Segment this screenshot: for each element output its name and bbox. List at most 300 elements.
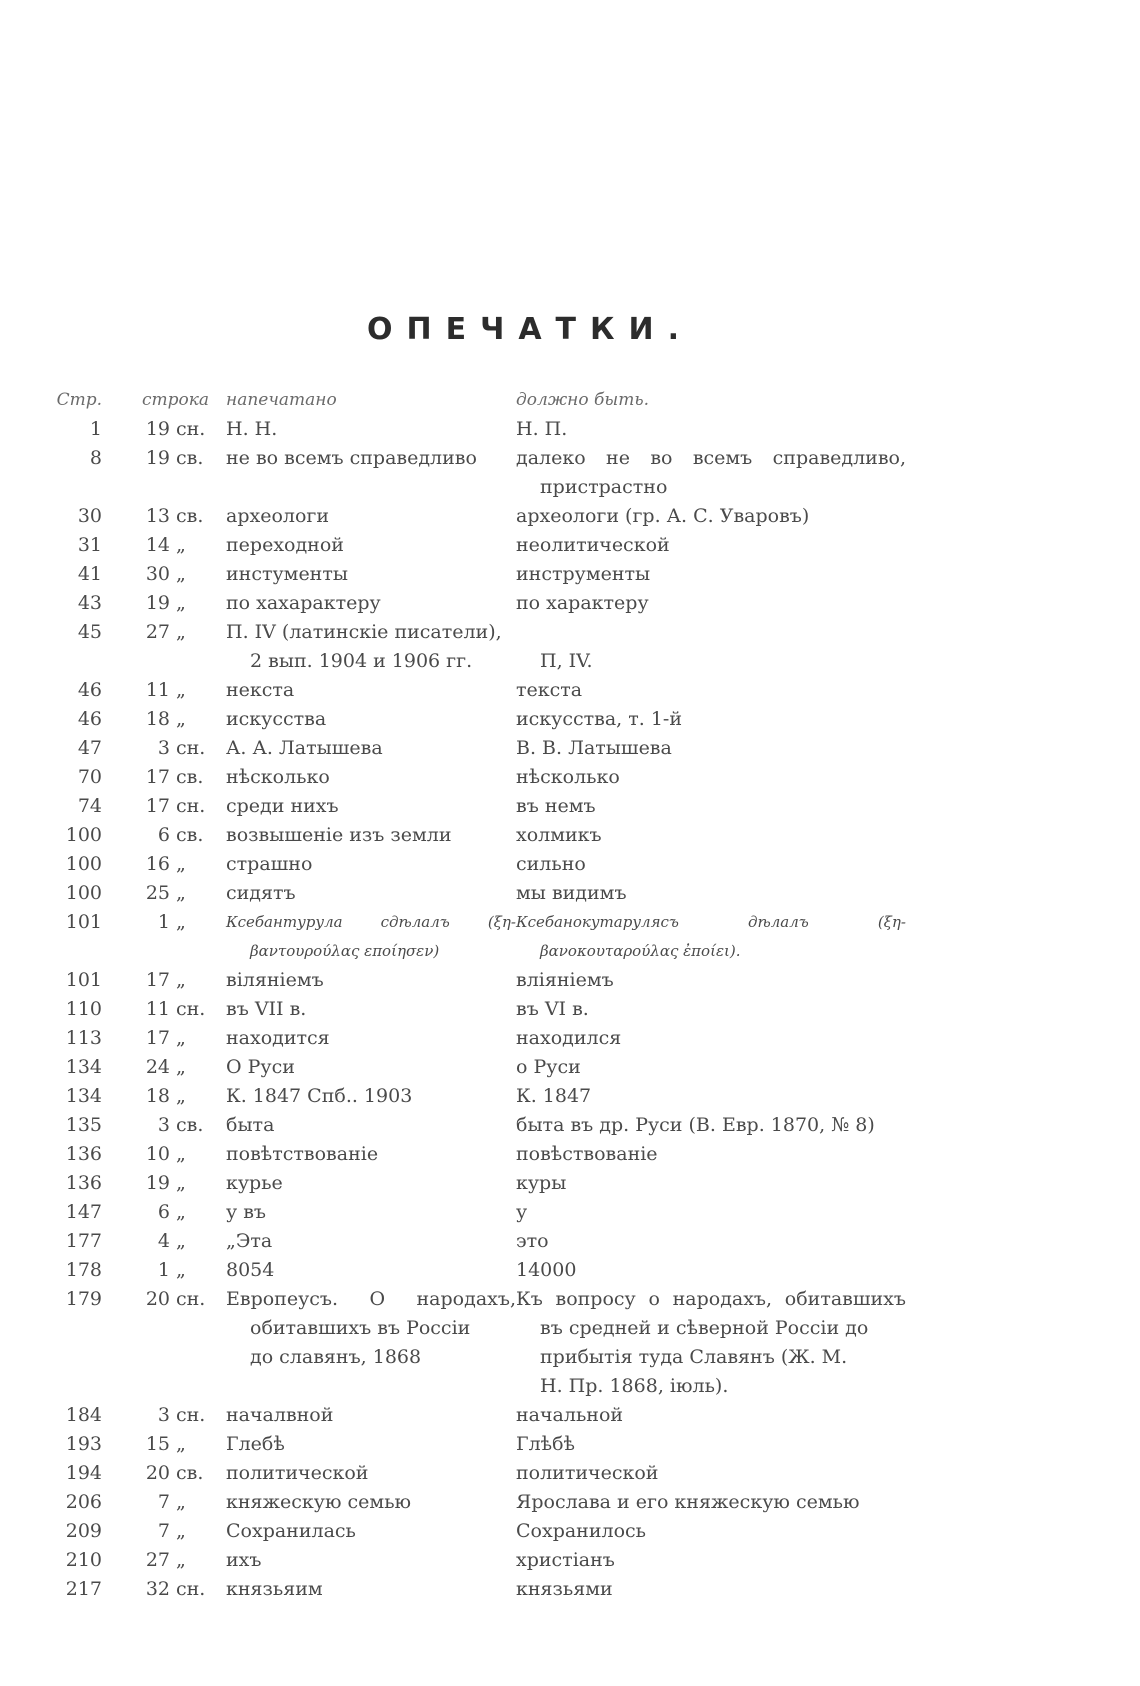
printed-text (214, 1082, 516, 1111)
line-ref (102, 1111, 214, 1140)
table-body (50, 415, 990, 1604)
line-number: 1 (157, 911, 170, 933)
printed-text (214, 560, 516, 589)
printed-text (214, 1285, 516, 1372)
correct-line: о Руси (516, 1056, 581, 1078)
correct-text (516, 1401, 906, 1430)
table-row (50, 618, 990, 676)
line-ref (102, 1227, 214, 1256)
printed-text (214, 444, 516, 473)
printed-line: О Руси (226, 1056, 295, 1078)
page-number: 184 (65, 1404, 102, 1426)
line-ref (102, 1198, 214, 1227)
table-row (50, 1285, 990, 1401)
printed-line: Европеусъ. О народахъ, (226, 1288, 516, 1310)
printed-text (214, 1517, 516, 1546)
printed-text (214, 1430, 516, 1459)
correct-text (516, 1488, 906, 1517)
printed-line: политической (226, 1462, 369, 1484)
page-number: 46 (77, 708, 102, 730)
printed-text (214, 1169, 516, 1198)
correct-text (516, 966, 906, 995)
printed-line: віляніемъ (226, 969, 324, 991)
table-row (50, 908, 990, 966)
line-direction: св. (176, 447, 204, 469)
correct-line: неолитической (516, 534, 670, 556)
correct-line: повѣствованіе (516, 1143, 658, 1165)
table-row (50, 763, 990, 792)
correct-text (516, 1459, 906, 1488)
correct-text (516, 734, 906, 763)
printed-text (214, 531, 516, 560)
line-ref (102, 995, 214, 1024)
printed-line: до славянъ, 1868 (250, 1346, 422, 1368)
line-ref (102, 763, 214, 792)
line-direction: св. (176, 1462, 204, 1484)
table-row (50, 502, 990, 531)
page-number: 179 (65, 1288, 102, 1310)
line-ref (102, 1024, 214, 1053)
correct-text (516, 444, 906, 502)
printed-line: нѣсколько (226, 766, 330, 788)
page-number: 136 (65, 1172, 102, 1194)
correct-line: куры (516, 1172, 567, 1194)
printed-line: А. А. Латышева (226, 737, 383, 759)
printed-line: Глебѣ (226, 1433, 285, 1455)
line-number: 6 (157, 824, 170, 846)
table-row (50, 1227, 990, 1256)
table-row (50, 560, 990, 589)
printed-line: „Эта (226, 1230, 273, 1252)
line-number: 27 (145, 1549, 170, 1571)
printed-text (214, 1024, 516, 1053)
correct-text (516, 1546, 906, 1575)
printed-text (214, 618, 516, 676)
line-direction: сн. (176, 1404, 206, 1426)
line-direction: „ (176, 534, 186, 556)
correct-line: В. В. Латышева (516, 737, 672, 759)
page-number: 41 (77, 563, 102, 585)
correct-text (516, 1082, 906, 1111)
line-number: 3 (157, 737, 170, 759)
line-direction: „ (176, 1433, 186, 1455)
line-number: 18 (145, 1085, 170, 1107)
correct-text (516, 1198, 906, 1227)
line-ref (102, 705, 214, 734)
table-row (50, 1111, 990, 1140)
correct-line: Н. Пр. 1868, іюль). (540, 1375, 729, 1397)
page-number: 135 (65, 1114, 102, 1136)
printed-text (214, 908, 516, 966)
line-ref (102, 676, 214, 705)
table-row (50, 531, 990, 560)
header-correct: должно быть. (516, 390, 649, 410)
table-row (50, 1459, 990, 1488)
correct-text (516, 908, 906, 966)
page-number: 43 (77, 592, 102, 614)
line-direction: св. (176, 505, 204, 527)
printed-line: Н. Н. (226, 418, 278, 440)
table-row (50, 1169, 990, 1198)
line-number: 17 (145, 969, 170, 991)
correct-text (516, 705, 906, 734)
table-row (50, 1488, 990, 1517)
printed-line: археологи (226, 505, 330, 527)
line-ref (102, 1517, 214, 1546)
correct-line: археологи (гр. А. С. Уваровъ) (516, 505, 810, 527)
correct-text (516, 531, 906, 560)
line-direction: „ (176, 969, 186, 991)
correct-text (516, 676, 906, 705)
line-direction: св. (176, 766, 204, 788)
correct-line: Къ вопросу о народахъ, обитавшихъ (516, 1288, 906, 1310)
printed-line: страшно (226, 853, 313, 875)
correct-line: быта въ др. Руси (В. Евр. 1870, № 8) (516, 1114, 875, 1136)
correct-text (516, 618, 906, 676)
line-direction: „ (176, 1201, 186, 1223)
correct-line: вліяніемъ (516, 969, 614, 991)
printed-line: князьяим (226, 1578, 323, 1600)
line-ref (102, 1575, 214, 1604)
page-number: 1 (89, 418, 102, 440)
printed-text (214, 1401, 516, 1430)
line-direction: „ (176, 1520, 186, 1542)
printed-line: Ксебантурула сдѣлалъ (ξη- (226, 913, 516, 931)
header-printed: напечатано (226, 390, 337, 410)
printed-line: не во всемъ справедливо (226, 447, 477, 469)
line-ref (102, 1401, 214, 1430)
line-direction: св. (176, 824, 204, 846)
printed-text (214, 763, 516, 792)
table-row (50, 792, 990, 821)
printed-line: сидятъ (226, 882, 296, 904)
page-title: ОПЕЧАТКИ. (366, 312, 694, 347)
printed-text (214, 1256, 516, 1285)
printed-line: среди нихъ (226, 795, 339, 817)
table-header (50, 386, 990, 415)
table-row (50, 1401, 990, 1430)
correct-line: П, IV. (540, 650, 593, 672)
line-ref (102, 415, 214, 444)
printed-line: 8054 (226, 1259, 275, 1281)
line-direction: сн. (176, 795, 206, 817)
correct-line: Глѣбѣ (516, 1433, 576, 1455)
page-number: 100 (65, 882, 102, 904)
printed-text (214, 1198, 516, 1227)
page-number: 210 (65, 1549, 102, 1571)
correct-text (516, 589, 906, 618)
line-number: 18 (145, 708, 170, 730)
line-number: 19 (145, 1172, 170, 1194)
correct-line: 14000 (516, 1259, 577, 1281)
correct-line: далеко не во всемъ справедливо, (516, 447, 906, 469)
line-direction: „ (176, 563, 186, 585)
line-number: 20 (145, 1462, 170, 1484)
correct-line: холмикъ (516, 824, 602, 846)
line-number: 10 (145, 1143, 170, 1165)
page-number: 134 (65, 1085, 102, 1107)
correct-text (516, 1140, 906, 1169)
printed-line: 2 вып. 1904 и 1906 гг. (250, 650, 473, 672)
correct-text (516, 1430, 906, 1459)
table-row (50, 1053, 990, 1082)
line-number: 11 (145, 679, 170, 701)
line-number: 20 (145, 1288, 170, 1310)
table-row (50, 995, 990, 1024)
correct-text (516, 1169, 906, 1198)
line-direction: св. (176, 1114, 204, 1136)
line-ref (102, 792, 214, 821)
printed-text (214, 589, 516, 618)
table-row (50, 676, 990, 705)
line-number: 6 (157, 1201, 170, 1223)
line-ref (102, 966, 214, 995)
line-ref (102, 1546, 214, 1575)
printed-text (214, 850, 516, 879)
printed-line: К. 1847 Спб.. 1903 (226, 1085, 413, 1107)
line-ref (102, 1053, 214, 1082)
line-ref (102, 821, 214, 850)
correct-line: Н. П. (516, 418, 568, 440)
page-number: 45 (77, 621, 102, 643)
line-direction: „ (176, 1259, 186, 1281)
printed-line: Сохранилась (226, 1520, 356, 1542)
line-direction: „ (176, 621, 186, 643)
correct-line: политической (516, 1462, 659, 1484)
table-row (50, 1517, 990, 1546)
page-number: 110 (65, 998, 102, 1020)
header-line: строка (142, 390, 210, 410)
correct-line: князьями (516, 1578, 613, 1600)
table-row (50, 1430, 990, 1459)
printed-text (214, 676, 516, 705)
correct-text (516, 879, 906, 908)
line-direction: „ (176, 911, 186, 933)
errata-table (50, 386, 990, 1604)
line-number: 30 (145, 563, 170, 585)
printed-text (214, 1488, 516, 1517)
page-number: 30 (77, 505, 102, 527)
correct-line: начальной (516, 1404, 624, 1426)
line-ref (102, 1140, 214, 1169)
header-page: Стр. (56, 390, 102, 410)
line-direction: „ (176, 679, 186, 701)
correct-text (516, 415, 906, 444)
line-ref (102, 589, 214, 618)
page-number: 8 (89, 447, 102, 469)
page-number: 100 (65, 853, 102, 875)
correct-line: находился (516, 1027, 622, 1049)
table-row (50, 966, 990, 995)
line-ref (102, 444, 214, 473)
page-number: 101 (65, 969, 102, 991)
correct-line: христіанъ (516, 1549, 615, 1571)
line-ref (102, 1082, 214, 1111)
correct-line: искусства, т. 1-й (516, 708, 683, 730)
table-row (50, 879, 990, 908)
page-number: 47 (77, 737, 102, 759)
correct-line: у (516, 1201, 528, 1223)
line-number: 27 (145, 621, 170, 643)
line-number: 15 (145, 1433, 170, 1455)
printed-line: инстументы (226, 563, 348, 585)
printed-text (214, 792, 516, 821)
line-ref (102, 618, 214, 647)
correct-text (516, 1024, 906, 1053)
line-direction: „ (176, 1143, 186, 1165)
correct-line: нѣсколько (516, 766, 620, 788)
correct-line: Ксебанокутарулясъ дѣлалъ (ξη- (516, 913, 906, 931)
page-number: 46 (77, 679, 102, 701)
printed-text (214, 1575, 516, 1604)
line-ref (102, 1285, 214, 1314)
printed-line: βαντουρούλας εποίησεν) (250, 942, 440, 960)
table-row (50, 821, 990, 850)
line-direction: „ (176, 853, 186, 875)
line-ref (102, 1256, 214, 1285)
table-row (50, 1546, 990, 1575)
correct-text (516, 1256, 906, 1285)
page-number: 194 (65, 1462, 102, 1484)
table-row (50, 850, 990, 879)
page-number: 178 (65, 1259, 102, 1281)
line-number: 7 (157, 1491, 170, 1513)
correct-line: сильно (516, 853, 586, 875)
line-number: 11 (145, 998, 170, 1020)
printed-text (214, 1053, 516, 1082)
table-row (50, 415, 990, 444)
correct-line: въ VI в. (516, 998, 589, 1020)
printed-line: повѣтствованіе (226, 1143, 379, 1165)
page-number: 31 (77, 534, 102, 556)
printed-text (214, 966, 516, 995)
line-number: 19 (145, 418, 170, 440)
correct-text (516, 821, 906, 850)
correct-text (516, 1517, 906, 1546)
correct-text (516, 1111, 906, 1140)
line-ref (102, 560, 214, 589)
printed-line: обитавшихъ въ Россіи (250, 1317, 471, 1339)
page-number: 134 (65, 1056, 102, 1078)
printed-text (214, 995, 516, 1024)
line-direction: „ (176, 1230, 186, 1252)
printed-line: по хахарактеру (226, 592, 381, 614)
printed-text (214, 1111, 516, 1140)
printed-line: быта (226, 1114, 275, 1136)
printed-text (214, 1227, 516, 1256)
line-ref (102, 531, 214, 560)
table-row (50, 1140, 990, 1169)
printed-line: началвной (226, 1404, 334, 1426)
page-number: 177 (65, 1230, 102, 1252)
page-number: 136 (65, 1143, 102, 1165)
line-number: 24 (145, 1056, 170, 1078)
line-number: 19 (145, 447, 170, 469)
table-row (50, 444, 990, 502)
printed-text (214, 705, 516, 734)
line-number: 7 (157, 1520, 170, 1542)
printed-line: у въ (226, 1201, 267, 1223)
correct-text (516, 850, 906, 879)
page-number: 206 (65, 1491, 102, 1513)
correct-line: въ немъ (516, 795, 596, 817)
line-ref (102, 734, 214, 763)
line-direction: „ (176, 1491, 186, 1513)
line-number: 25 (145, 882, 170, 904)
line-number: 13 (145, 505, 170, 527)
line-ref (102, 850, 214, 879)
printed-text (214, 1140, 516, 1169)
line-direction: „ (176, 1027, 186, 1049)
page-number: 70 (77, 766, 102, 788)
page-number: 209 (65, 1520, 102, 1542)
line-direction: „ (176, 592, 186, 614)
table-row (50, 1024, 990, 1053)
line-direction: сн. (176, 737, 206, 759)
page-number: 100 (65, 824, 102, 846)
page-number: 193 (65, 1433, 102, 1455)
printed-text (214, 1459, 516, 1488)
line-number: 4 (157, 1230, 170, 1252)
page-number: 101 (65, 911, 102, 933)
line-number: 17 (145, 1027, 170, 1049)
line-number: 32 (145, 1578, 170, 1600)
table-row (50, 1198, 990, 1227)
correct-line: пристрастно (540, 476, 668, 498)
line-ref (102, 908, 214, 937)
correct-line: по характеру (516, 592, 649, 614)
line-number: 1 (157, 1259, 170, 1281)
correct-line: инструменты (516, 563, 651, 585)
printed-line: переходной (226, 534, 344, 556)
correct-line: Ярослава и его княжескую семью (516, 1491, 860, 1513)
printed-line: курье (226, 1172, 283, 1194)
correct-text (516, 995, 906, 1024)
line-direction: сн. (176, 418, 206, 440)
correct-text (516, 792, 906, 821)
correct-text (516, 560, 906, 589)
page-number: 147 (65, 1201, 102, 1223)
table-row (50, 1082, 990, 1111)
line-direction: „ (176, 1056, 186, 1078)
page-number: 74 (77, 795, 102, 817)
printed-line: ихъ (226, 1549, 262, 1571)
line-ref (102, 502, 214, 531)
line-ref (102, 1430, 214, 1459)
line-direction: „ (176, 1172, 186, 1194)
correct-line: это (516, 1230, 549, 1252)
printed-line: въ VII в. (226, 998, 307, 1020)
printed-text (214, 502, 516, 531)
printed-line: находится (226, 1027, 330, 1049)
correct-line: К. 1847 (516, 1085, 592, 1107)
correct-line: βανοκουταρούλας ἐποίει). (540, 942, 741, 960)
line-number: 3 (157, 1114, 170, 1136)
printed-line: П. IV (латинскіе писатели), (226, 621, 502, 643)
table-row (50, 1256, 990, 1285)
line-direction: сн. (176, 998, 206, 1020)
line-ref (102, 1169, 214, 1198)
correct-line: мы видимъ (516, 882, 627, 904)
printed-line: некста (226, 679, 295, 701)
line-direction: „ (176, 882, 186, 904)
table-row (50, 589, 990, 618)
table-row (50, 1575, 990, 1604)
printed-line: княжескую семью (226, 1491, 412, 1513)
table-row (50, 705, 990, 734)
line-number: 3 (157, 1404, 170, 1426)
page-number: 113 (65, 1027, 102, 1049)
